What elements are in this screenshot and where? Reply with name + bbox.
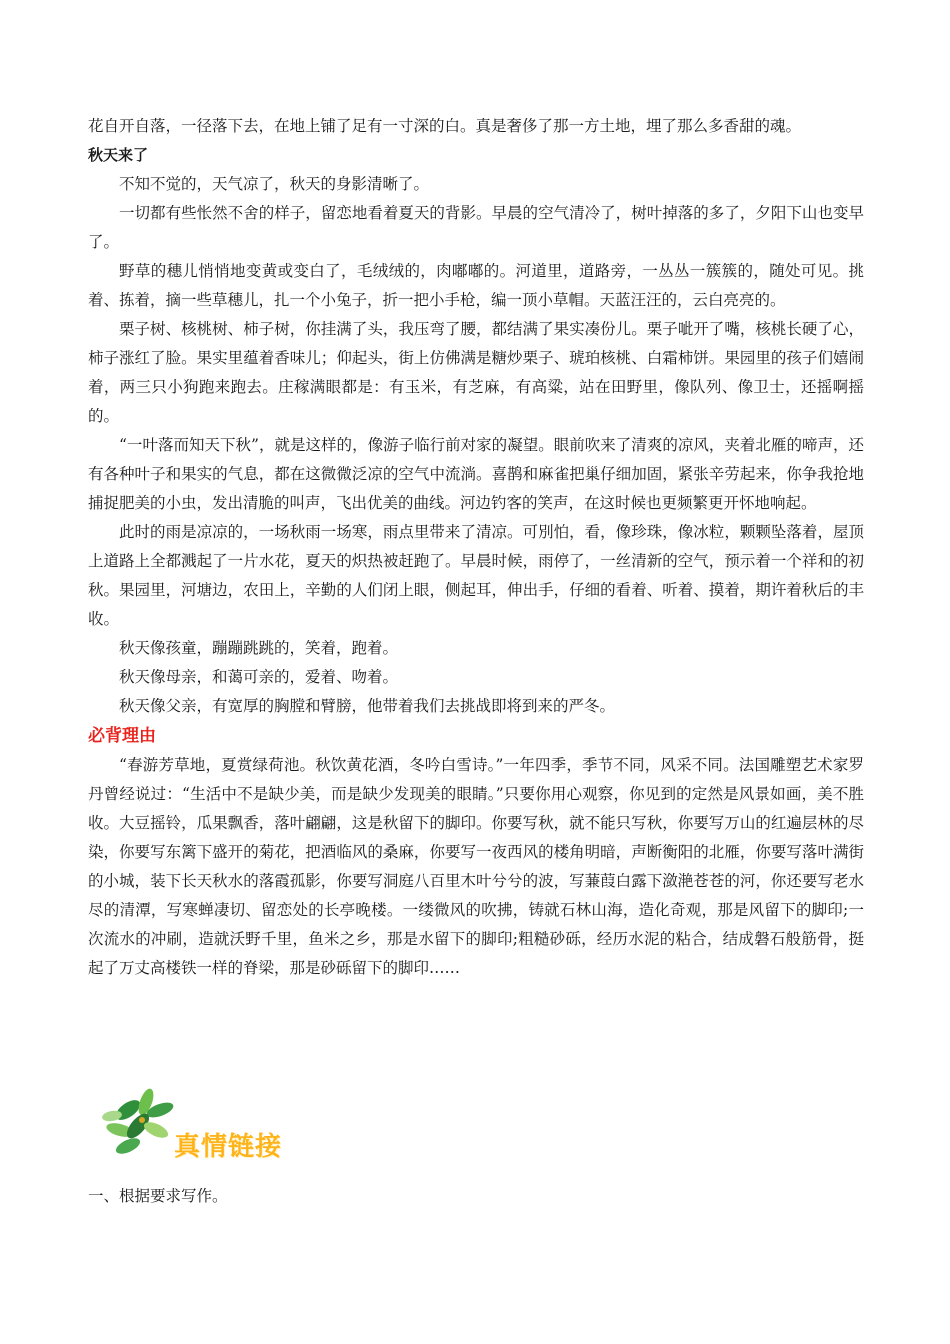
essay-paragraph: 野草的穗儿悄悄地变黄或变白了，毛绒绒的，肉嘟嘟的。河道里，道路旁，一丛丛一簇簇的，随处可见。挑着、拣着，摘一些草穗儿，扎一个小兔子，折一把小手枪，编一顶小草帽。天蓝汪汪的，云白亮亮的。: [88, 262, 864, 309]
document-body: [88, 112, 864, 983]
section-banner: [98, 1080, 338, 1170]
top-line: 花自开自落，一径落下去，在地上铺了足有一寸深的白。真是奢侈了那一方土地，埋了那么多香甜的魂。: [88, 117, 802, 135]
essay-paragraph: 秋天像父亲，有宽厚的胸膛和臂膀，他带着我们去挑战即将到来的严冬。: [119, 697, 616, 715]
essay-paragraph: 栗子树、核桃树、柿子树，你挂满了头，我压弯了腰，都结满了果实凑份儿。栗子呲开了嘴，核桃长硬了心，柿子涨红了脸。果实里蕴着香味儿；仰起头，街上仿佛满是糖炒栗子、琥珀核桃、白霜柿饼。果园里的孩子们嬉闹着，两三只小狗跑来跑去。庄稼满眼都是：有玉米，有芝麻，有高粱，站在田野里，像队列、像卫士，还摇啊摇的。: [88, 320, 864, 425]
reason-paragraph: “春游芳草地，夏赏绿荷池。秋饮黄花酒，冬吟白雪诗。”一年四季，季节不同，风采不同。法国雕塑艺术家罗丹曾经说过：“生活中不是缺少美，而是缺少发现美的眼睛。”只要你用心观察，你见到的定然是风景如画，美不胜收。大豆摇铃，瓜果飘香，落叶翩翩，这是秋留下的脚印。你要写秋，就不能只写秋，你要写万山的红遍层林的尽染，你要写东篱下盛开的菊花，把酒临风的桑麻，你要写一夜西风的楼角明暗，声断衡阳的北雁，你要写落叶满街的小城，装下长天秋水的落霞孤影，你要写洞庭八百里木叶兮兮的波，写蒹葭白露下潋滟苍苍的河，你还要写老水尽的清潭，写寒蝉凄切、留恋处的长亭晚楼。一缕微风的吹拂，铸就石林山海，造化奇观，那是风留下的脚印;一次流水的冲刷，造就沃野千里，鱼米之乡，那是水留下的脚印;粗糙砂砾，经历水泥的粘合，结成磐石般筋骨，挺起了万丈高楼铁一样的脊梁，那是砂砾留下的脚印……: [88, 756, 864, 977]
essay-title: 秋天来了: [88, 146, 149, 164]
essay-paragraph: “一叶落而知天下秋”，就是这样的，像游子临行前对家的凝望。眼前吹来了清爽的凉风，夹着北雁的啼声，还有各种叶子和果实的气息，都在这微微泛凉的空气中流淌。喜鹊和麻雀把巢仔细加固，紧张辛劳起来，你争我抢地捕捉肥美的小虫，发出清脆的叫声，飞出优美的曲线。河边钓客的笑声，在这时候也更频繁更开怀地响起。: [88, 436, 864, 512]
essay-paragraph: 秋天像孩童，蹦蹦跳跳的，笑着，跑着。: [119, 639, 399, 657]
essay-paragraph: 秋天像母亲，和蔼可亲的，爱着、吻着。: [119, 668, 399, 686]
reason-heading: 必背理由: [88, 726, 156, 746]
essay-paragraph: 此时的雨是凉凉的，一场秋雨一场寒，雨点里带来了清凉。可別怕，看，像珍珠，像冰粒，颗颗坠落着，屋顶上道路上全都溅起了一片水花，夏天的炽热被赶跑了。早晨时候，雨停了，一丝清新的空气，预示着一个祥和的初秋。果园里，河塘边，农田上，辛勤的人们闭上眼，侧起耳，伸出手，仔细的看着、听着、摸着，期许着秋后的丰收。: [88, 523, 864, 628]
banner-title: 真情链接: [174, 1132, 283, 1162]
essay-paragraph: 一切都有些怅然不舍的样子，留恋地看着夏天的背影。早晨的空气清冷了，树叶掉落的多了，夕阳下山也变早了。: [88, 204, 864, 251]
writing-task: 一、根据要求写作。: [88, 1187, 228, 1205]
essay-paragraph: 不知不觉的，天气凉了，秋天的身影清晰了。: [119, 175, 430, 193]
